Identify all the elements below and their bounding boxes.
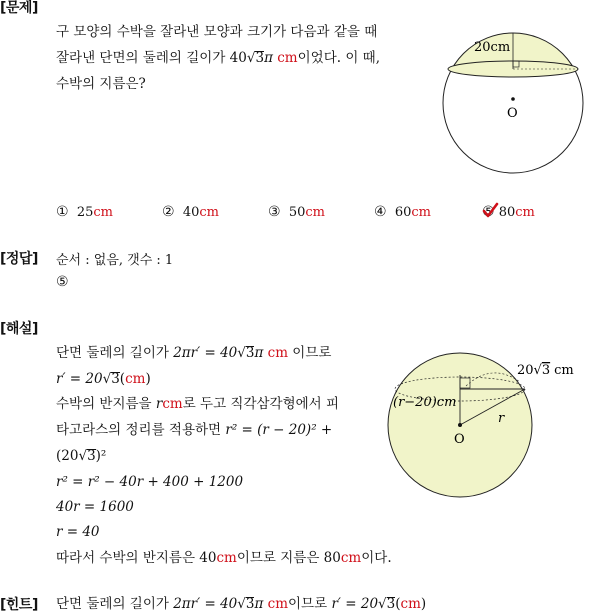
radicand: 3 [255,50,265,66]
section-answer: [정답] [0,251,38,267]
checkmark-icon [481,202,499,220]
radicand: 3 [386,596,396,612]
choice-value: 50 [288,205,306,220]
choice-value: 80 [498,205,516,220]
choice-unit: cm [305,205,325,220]
choice-1[interactable] [56,204,113,220]
left-length-label: (r−20)cm [393,395,457,410]
choice-4[interactable] [374,204,431,220]
choice-unit: cm [199,205,219,220]
explanation-line-1 [56,341,331,365]
unit-cm: cm [125,371,146,387]
hint-line: 단면 둘레의 길이가 2πr′ = 40√3π cm이므로 r′ = 20√3(cm) [56,596,427,612]
unit-cm: cm [162,396,183,412]
choice-3[interactable] [268,204,325,220]
sqrt-sign: √ [78,448,88,464]
section-explanation: [해설] [0,321,38,337]
equation: )² [95,448,107,464]
choice-unit: cm [411,205,431,220]
problem-text: 잘라낸 단면의 둘레의 길이가 [56,50,230,66]
text: 로 두고 직각삼각형에서 피 [182,396,340,412]
pi-symbol: π [254,596,264,612]
sqrt-sign: √ [237,345,246,361]
equation: 2πr′ = 40 [173,345,238,361]
explanation-line-6: r² = r² − 40r + 400 + 1200 [56,474,244,490]
radicand: 3 [87,448,96,464]
equation: r′ = 20 [56,371,103,387]
explanation-line-3 [56,392,339,416]
explanation-line-8: r = 40 [56,524,100,540]
text: 수박의 반지름을 [56,396,156,412]
radicand: 3 [245,596,255,612]
choice-marker: ② [162,204,175,220]
answer-line-2: ⑤ [56,274,69,290]
unit-cm: cm [277,50,298,66]
explanation-line-5 [56,444,106,468]
choice-marker: ③ [268,204,281,220]
equation: (20 [56,448,79,464]
problem-line-1: 구 모양의 수박을 잘라낸 모양과 크기가 다음과 같을 때 [56,24,378,40]
explanation-line-2: r′ = 20√3(cm) [56,371,151,387]
explanation-line-4 [56,418,332,442]
text: 단면 둘레의 길이가 [56,345,174,361]
unit-cm: cm [400,596,421,612]
pi-symbol: π [254,345,264,361]
height-label: 20cm [474,40,511,55]
answer-line-1: 순서 : 없음, 갯수 : 1 [56,253,174,268]
sqrt-sign: √ [102,371,112,387]
explanation-line-7: 40r = 1600 [56,499,134,515]
top-length-label: 20√3 cm [517,363,574,378]
sqrt-sign: √ [246,50,256,66]
problem-value: 40 [229,50,247,66]
radicand: 3 [245,345,255,361]
radicand: 3 [111,371,120,387]
problem-line-3: 수박의 지름은? [56,76,146,92]
sqrt-sign: √ [237,596,246,612]
choice-value: 25 [76,205,94,220]
choice-unit: cm [515,205,535,220]
center-dot [511,97,515,101]
unit-cm: cm [267,596,289,612]
text: 따라서 수박의 반지름은 40 [56,550,217,566]
problem-line-2 [56,46,380,70]
choice-5[interactable] [482,204,535,220]
text: 이므로 [288,596,332,612]
choice-2[interactable] [162,204,219,220]
text: 단면 둘레의 길이가 [56,596,174,612]
text: 타고라스의 정리를 적용하면 [56,422,226,438]
choice-unit: cm [93,205,113,220]
unit-cm: cm [340,550,362,566]
equation: 2πr′ = 40 [173,596,238,612]
text: 이므로 [288,345,332,361]
choice-marker: ⑤ [482,204,495,220]
choice-value: 60 [394,205,412,220]
text: 이다. [361,550,392,566]
choice-marker: ① [56,204,69,220]
center-dot [458,423,462,427]
choice-value: 40 [182,205,200,220]
equation: r′ = 20 [331,596,379,612]
section-hint: [힌트] [0,597,38,613]
sqrt-sign: √ [378,596,387,612]
center-label: O [454,432,465,447]
center-label: O [507,106,518,121]
unit-cm: cm [216,550,237,566]
radius-label: r [498,411,505,426]
text: 이므로 지름은 80 [236,550,341,566]
cross-section-figure [380,340,589,500]
sphere-cut-figure [440,25,585,175]
section-problem: [문제] [0,0,38,16]
choice-marker: ④ [374,204,387,220]
problem-text-end: 이었다. 이 때, [297,50,380,66]
explanation-line-9 [56,546,392,570]
variable-r: r [155,396,163,412]
pi-symbol: π [264,50,273,66]
equation: r² = (r − 20)² + [225,422,333,438]
unit-cm: cm [267,345,289,361]
